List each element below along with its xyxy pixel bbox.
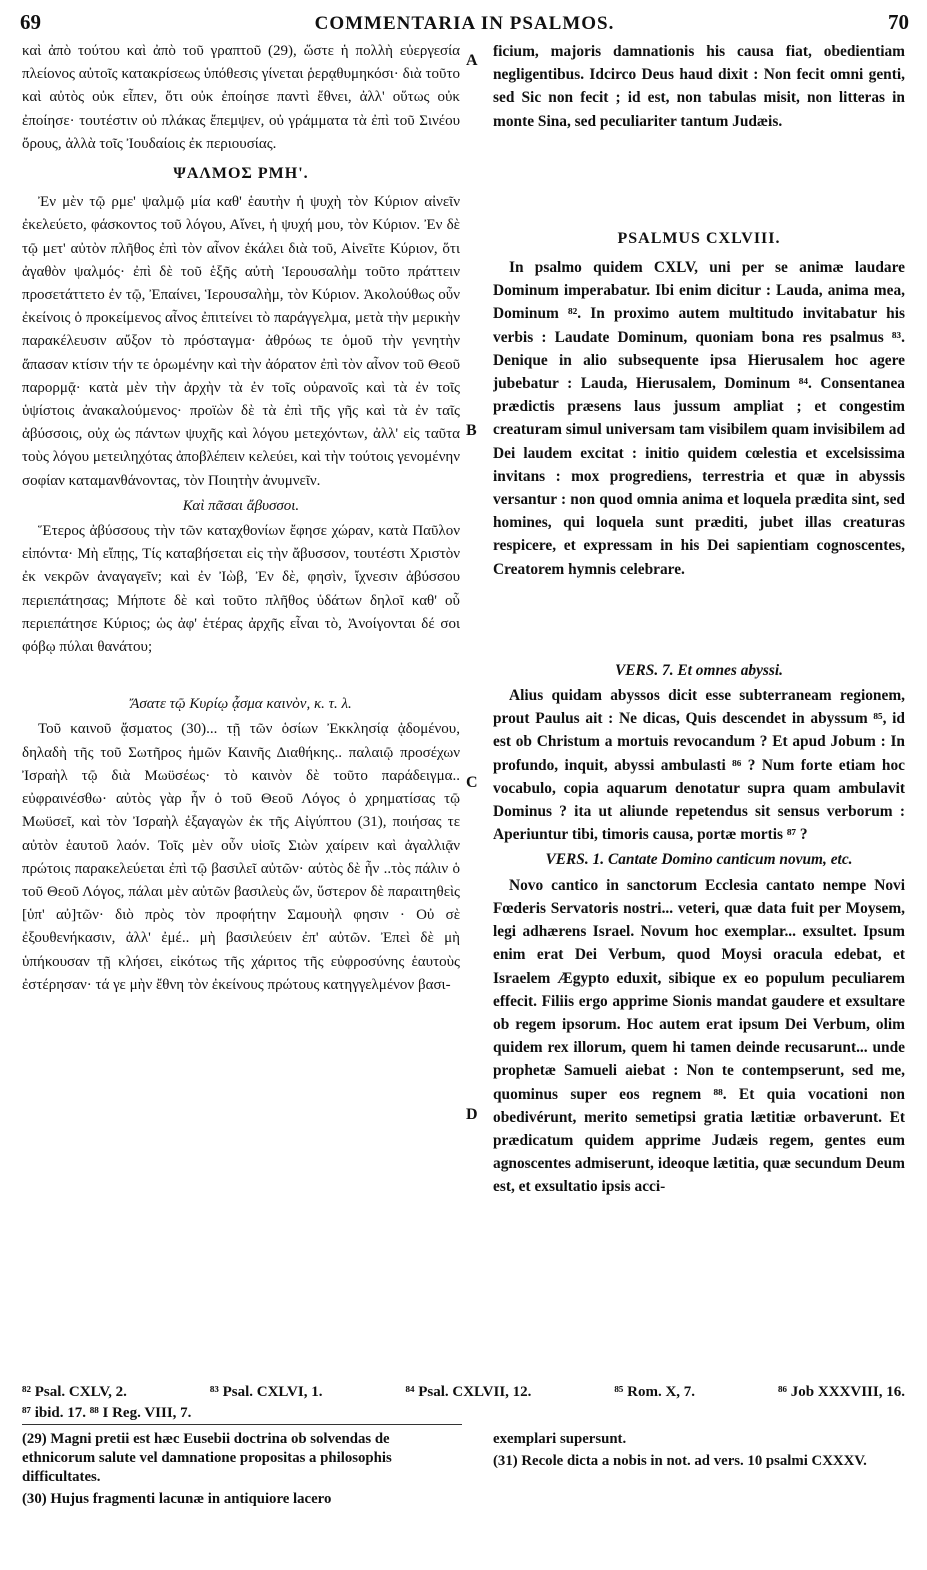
footnote: exemplari supersunt.	[493, 1431, 627, 1447]
reference: ⁸⁵ Rom. X, 7.	[614, 1384, 696, 1400]
margin-letter-d: D	[466, 1106, 478, 1123]
reference: ⁸⁷ ibid. 17. ⁸⁸ I Reg. VIII, 7.	[22, 1405, 192, 1421]
latin-paragraph: Novo cantico in sanctorum Ecclesia cantato nempe Novi Fœderis Servatoris nostri... veteri, quæ data fuit per Moysem, legi adhærens Israel. Novum hoc exemplar... exsultet. Ipsum enim erat Dei Verbum, quod Moysi oracula edebat, et Israelem Ægypto eduxit, sibique ex eo populum peculiarem effecit. Filiis ergo apprime Sionis mandat gaudere et exsultare ob regem ipsorum. Hoc autem erat ipsum Dei Verbum, olim quidem rex illorum, quem hi tamen deinde recusarunt... unde prophetæ Samueli aiebat : Non te contempserunt, sed me, quominus super eos regnem ⁸⁸. Et quia vocationi non obedivérunt, merito semetipsi gratia lætitiæ orbaverunt. Et prædicatum quidem apprime Judæis regem, gentes eum agnoscentes admiserunt, ideoque lætitia, quæ secundum Deum est, et exsultatio ipsis acci-	[493, 876, 905, 1196]
margin-letter-b: B	[466, 422, 477, 439]
reference: ⁸⁶ Job XXXVIII, 16.	[778, 1384, 905, 1400]
reference: ⁸³ Psal. CXLVI, 1.	[209, 1384, 323, 1400]
reference: ⁸⁴ Psal. CXLVII, 12.	[405, 1384, 532, 1400]
greek-paragraph: Τοῦ καινοῦ ᾄσματος (30)... τῇ τῶν ὁσίων Ἐκκλησίᾳ ᾀδομένου, δηλαδὴ τῆς τοῦ Σωτῆρος ἡμῶν Καινῆς Διαθήκης.. παλαιῷ προσέχων Ἰσραὴλ τῷ διὰ Μωϋσέως· τὸ καινὸν δὲ τοῦτο παράδειγμα.. εὐφραινέσθω· αὐτὸς γὰρ ἦν ὁ τοῦ Θεοῦ Λόγος ὁ χρηματίσας τῷ Μωϋσεῖ, καὶ τὸν Ἰσραὴλ ἐξαγαγὼν ἐκ τῆς Αἰγύπτου (31), ποιήσας τε αὐτὸν ἑαυτοῦ λαόν. Τοῖς μὲν οὖν υἱοῖς Σιὼν χαίρειν καὶ ἀγαλλιᾷν πρώτοις παρακελεύεται ἐπὶ τῷ βασιλεῖ αὐτῶν· αὐτὸς δὲ ἦν ..τὸς πάλιν ὁ τοῦ Θεοῦ Λόγος, πάλαι μὲν αὐτῶν βασιλεὺς ὤν, ὕστερον δὲ παραιτηθεὶς [ὑπ' αὐ]τῶν· διὸ πρὸς τὸν προφήτην Σαμουὴλ φησιν · Οὐ σὲ ἐξουθενήκασιν, ἀλλ' ἐμέ.. μὴ βασιλεύειν ἐπ' αὐτῶν. Ἐπεὶ δὲ μὴ ὑπήκουσαν τῇ κλήσει, εἰκότως τῆς χάριτος τῆς εὐφροσύνης ἑαυτοὺς ἐστέρησαν· τά γε μὴν ἔθνη τὸν ἐκείνους πρώτους κατηγγελμένον βασι-	[22, 721, 460, 993]
footnote: (30) Hujus fragmenti lacunæ in antiquiore lacero	[22, 1491, 332, 1507]
latin-paragraph: Alius quidam abyssos dicit esse subterraneam regionem, prout Paulus ait : Ne dicas, Quis descendet in abyssum ⁸⁵, id est ob Christum a mortuis revocandum ? Et apud Jobum : In profundo, inquit, abyssi ambulasti ⁸⁶ ? Num forte etiam hoc vocabulo, copia aquarum denotatur supra quam ambulavit Dominus ? ita ut aliunde repetendus sit sensus verborum : Aperiuntur tibi, timoris causa, portæ mortis ⁸⁷ ?	[493, 687, 905, 844]
greek-column	[22, 40, 460, 1370]
greek-paragraph: καὶ ἀπὸ τούτου καὶ ἀπὸ τοῦ γραπτοῦ (29), ὥστε ἡ πολλὴ εὐεργεσία πλείονος αὐτοῖς κατακρίσεως ὑπόθεσις γίνεται ῥερᾳθυμηκόσι· διὰ τοῦτο καὶ αὐτὸς οὐκ εἶπεν, ὅτι οὐκ ἐποίησε παντὶ ἔθνει, ἀλλ' οὕτως οὐκ ἐποίησε· τουτέστιν οὐ πλάκας ἔπεμψεν, οὐ γράμματα τὰ ἐπὶ τοῦ Σινέου ὄρους, ἀλλὰ τοῖς Ἰουδαίοις ἐκ περιουσίας.	[22, 43, 460, 152]
footnotes-left	[22, 1430, 462, 1512]
page-header	[20, 10, 909, 36]
latin-psalm-heading: PSALMUS CXLVIII.	[617, 229, 781, 247]
greek-paragraph: Ἕτερος ἀβύσσους τὴν τῶν καταχθονίων ἔφησε χώραν, κατὰ Παῦλον εἰπόντα· Μὴ εἴπῃς, Τίς καταβήσεται εἰς τὴν ἄβυσσον, τουτέστι Χριστὸν ἐκ νεκρῶν ἀναγαγεῖν; καὶ ἐν Ἰὼβ, Ἐν δὲ, φησὶν, ἴχνεσιν ἀβύσσου περιεπάτησας; Μήποτε δὲ καὶ τοῦτο πλῆθος ὑδάτων δηλοῖ καθ' οὗ περιεπάτησε Κύριος; ὡς ἀφ' ἑτέρας ἀρχῆς εἶναι τὸ, Ἀνοίγονται δέ σοι φόβῳ πύλαι θανάτου;	[22, 523, 460, 656]
latin-verse-heading: VERS. 1. Cantate Domino canticum novum, etc.	[545, 851, 853, 869]
footnote: (31) Recole dicta a nobis in not. ad vers. 10 psalmi CXXXV.	[493, 1453, 867, 1469]
footnote-divider	[22, 1424, 462, 1425]
greek-paragraph: Ἐν μὲν τῷ ρμε' ψαλμῷ μία καθ' ἑαυτὴν ἡ ψυχὴ τὸν Κύριον αἰνεῖν ἐκελεύετο, φάσκοντος τοῦ λόγου, Αἴνει, ἡ ψυχή μου, τὸν Κύριον. Ἐν δὲ τῷ μετ' αὐτὸν πλῆθος ἐπὶ τὸν αἶνον ἐκάλει διὰ τοῦ, Αἰνεῖτε Κύριον, ὅτι ἀγαθὸν ψαλμός· ἐπὶ δὲ τοῦ ἑξῆς αὐτὴ Ἱερουσαλὴμ τοῦτο πράττειν προσετάττετο ἐν τῷ, Ἐπαίνει, Ἱερουσαλὴμ, τὸν Κύριον. Ἀκολούθως οὖν ἐκείνοις ὁ προκείμενος αἶνος ἐπιτείνει τὸ παράγγελμα, μετὰ τὴν μερικὴν παρακέλευσιν αὔξον τὸ πρόσταγμα· ἀθρόως τε ὁμοῦ τὴν γενητὴν ἅπασαν κτίσιν τήν τε ὁρωμένην καὶ τὴν ἀόρατον ἐπὶ τὸν αἶνον τοῦ Θεοῦ παρορμᾷ· κατὰ μὲν τὴν ἀρχὴν τὰ ἐν τοῖς οὐρανοῖς καὶ τὰ ἐν τοῖς ὑψίστοις ἀνακαλούμενος· προϊὼν δὲ τὰ ἐπὶ τῆς γῆς καὶ τὰ ἐν ταῖς ἀβύσσοις, οὐχ ὡς πάντων ψυχῆς καὶ λόγου μετεχόντων, ἀλλ' εἰς ταῦτα τοὺς λόγου μετειληχότας ἀποβλέπειν κελεύει, καὶ τὴν τούτοις γενομένην σοφίαν καταμανθάνοντας, τὸν Ποιητὴν ἀνυμνεῖν.	[22, 194, 460, 489]
greek-verse-heading: Ἄσατε τῷ Κυρίῳ ᾆσμα καινὸν, κ. τ. λ.	[130, 696, 352, 713]
page-number-right: 70	[888, 10, 909, 34]
margin-letter-a: A	[466, 52, 478, 69]
page-number-left: 69	[20, 10, 41, 34]
margin-letter-c: C	[466, 774, 478, 791]
running-title: COMMENTARIA IN PSALMOS.	[314, 13, 615, 34]
greek-verse-heading: Καὶ πᾶσαι ἄβυσσοι.	[182, 497, 300, 514]
footnotes-right	[493, 1430, 905, 1474]
greek-psalm-heading: ΨΑΛΜΟΣ ΡΜΗ'.	[173, 165, 309, 183]
latin-paragraph: ficium, majoris damnationis his causa fiat, obedientiam negligentibus. Idcirco Deus haud dixit : Non fecit omni genti, sed Sic non fecit ; id est, non tabulas misit, non litteras in monte Sina, sed peculiariter tantum Judæis.	[493, 43, 905, 130]
latin-verse-heading: VERS. 7. Et omnes abyssi.	[614, 661, 784, 679]
footnote: (29) Magni pretii est hæc Eusebii doctrina ob solvendas de ethnicorum salute vel damnatione propositas a philosophis difficultates.	[22, 1431, 392, 1485]
scripture-references	[22, 1382, 905, 1424]
margin-letters	[462, 40, 490, 1370]
latin-column	[493, 40, 905, 1370]
reference: ⁸² Psal. CXLV, 2.	[22, 1384, 127, 1400]
latin-paragraph: In psalmo quidem CXLV, uni per se animæ laudare Dominum imperabatur. Ibi enim dicitur : Lauda, anima mea, Dominum ⁸². In proximo autem multitudo invitabatur his verbis : Laudate Dominum, quoniam bona res psalmus ⁸³. Denique in alio subsequente ipsa Hierusalem hoc agere jubebatur : Lauda, Hierusalem, Dominum ⁸⁴. Consentanea prædictis præsens laus jussum ampliat ; et congestim creaturam simul universam tam visibilem quam invisibilem ad Dei laudem excitat : initio quidem cœlestia et excelsissima invitans : mox progrediens, terrestria et quæ in abyssis versantur : non quod omnia anima et loquela prædita sint, sed homines, qui loquela sunt præditi, jubet illas creaturas respicere, et expressam in his Dei sapientiam cognoscentes, Creatorem hymnis celebrare.	[493, 259, 905, 578]
